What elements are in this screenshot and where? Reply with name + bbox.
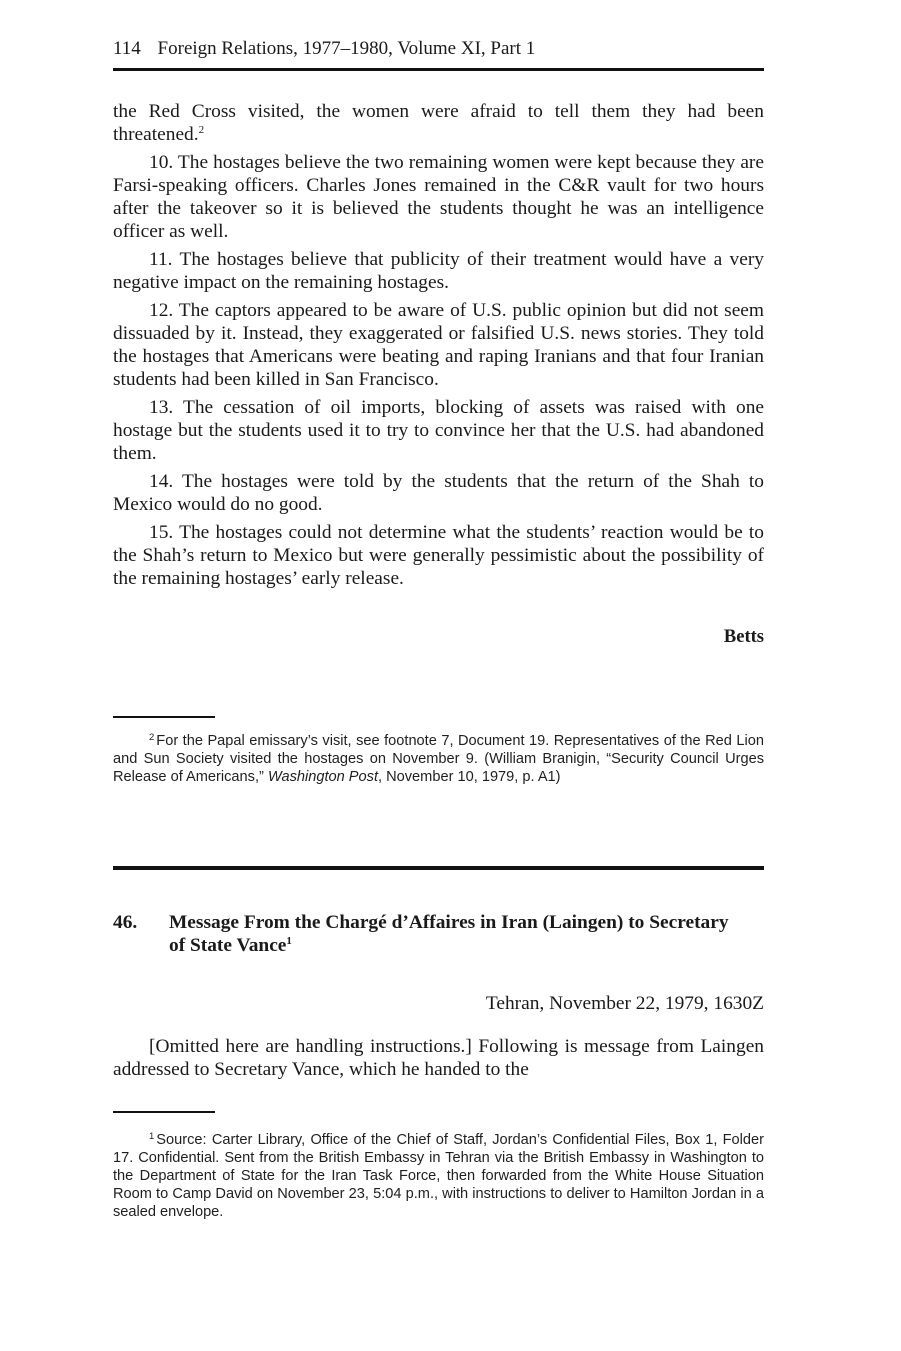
footnote-rule — [113, 716, 215, 718]
paragraph-13: 13. The cessation of oil imports, blocking of assets was raised with one hostage but the students used it to try to convince her that the U.S. had abandoned them. — [113, 397, 764, 465]
paragraph-10: 10. The hostages believe the two remaining women were kept because they are Farsi-speaking officers. Charles Jones remained in the C&R vault for two hours after the takeover so it is believed the students thought he was an intelligence officer as well. — [113, 151, 764, 243]
footnote-rule — [113, 1111, 215, 1113]
document-body — [113, 1035, 764, 1081]
publication-title: Washington Post — [267, 769, 378, 785]
paragraph-12: 12. The captors appeared to be aware of U.S. public opinion but did not seem dissuaded by it. Instead, they exaggerated or falsified U.S. news stories. They told the hostages that Americans were beating and raping Iranians and that four Iranian students had been killed in San Francisco. — [113, 299, 764, 391]
page-number: 114 — [113, 38, 141, 59]
section-rule — [113, 866, 764, 870]
paragraph-continued: the Red Cross visited, the women were afraid to tell them they had been threatened.$^2$ — [113, 101, 764, 146]
paragraph-15: 15. The hostages could not determine what the students’ reaction would be to the Shah’s return to Mexico but were generally pessimistic about the possibility of the remaining hostages’ early release. — [113, 521, 764, 590]
document-heading — [113, 911, 764, 957]
header-rule — [113, 68, 764, 71]
running-head — [113, 37, 764, 61]
paragraph-14: 14. The hostages were told by the students that the return of the Shah to Mexico would do no good. — [113, 471, 764, 516]
running-head-title: Foreign Relations, 1977–1980, Volume XI, Part 1 — [157, 38, 536, 59]
signature: Betts — [723, 627, 764, 647]
footnote-2: $^2$ For the Papal emissary’s visit, see footnote 7, Document 19. Representatives of the Red Lion and Sun Society visited the hostages on November 9. (William Branigin, “Security Council Urges Release of Americans,” Washington Post, November 10, 1979, p. A1) — [113, 732, 764, 785]
document-paragraph-1: [Omitted here are handling instructions.] Following is message from Laingen addressed to Secretary Vance, which he handed to the — [113, 1036, 764, 1081]
footnote-ref-1: 1 — [286, 935, 292, 947]
body-text — [113, 100, 764, 595]
footnote-ref-2: 2 — [198, 124, 205, 137]
footnote-marker: 2 — [149, 732, 155, 743]
paragraph-11: 11. The hostages believe that publicity of their treatment would have a very negative impact on the remaining hostages. — [113, 249, 764, 294]
footnote-1: $^1$ Source: Carter Library, Office of the Chief of Staff, Jordan’s Confidential Files, Box 1, Folder 17. Confidential. Sent from the British Embassy in Tehran via the British Embassy in Washington to the Department of State for the Iran Task Force, then forwarded from the White House Situation Room to Camp David on November 23, 5:04 p.m., with instructions to deliver to Hamilton Jordan in a sealed envelope. — [113, 1131, 764, 1220]
document-title: Message From the Chargé d’Affaires in Iran (Laingen) to Secretary of State Vance$^1$ — [169, 912, 729, 956]
document-number: 46. — [113, 912, 138, 933]
footnote-marker: 1 — [149, 1131, 155, 1142]
dateline: Tehran, November 22, 1979, 1630Z — [485, 993, 764, 1014]
